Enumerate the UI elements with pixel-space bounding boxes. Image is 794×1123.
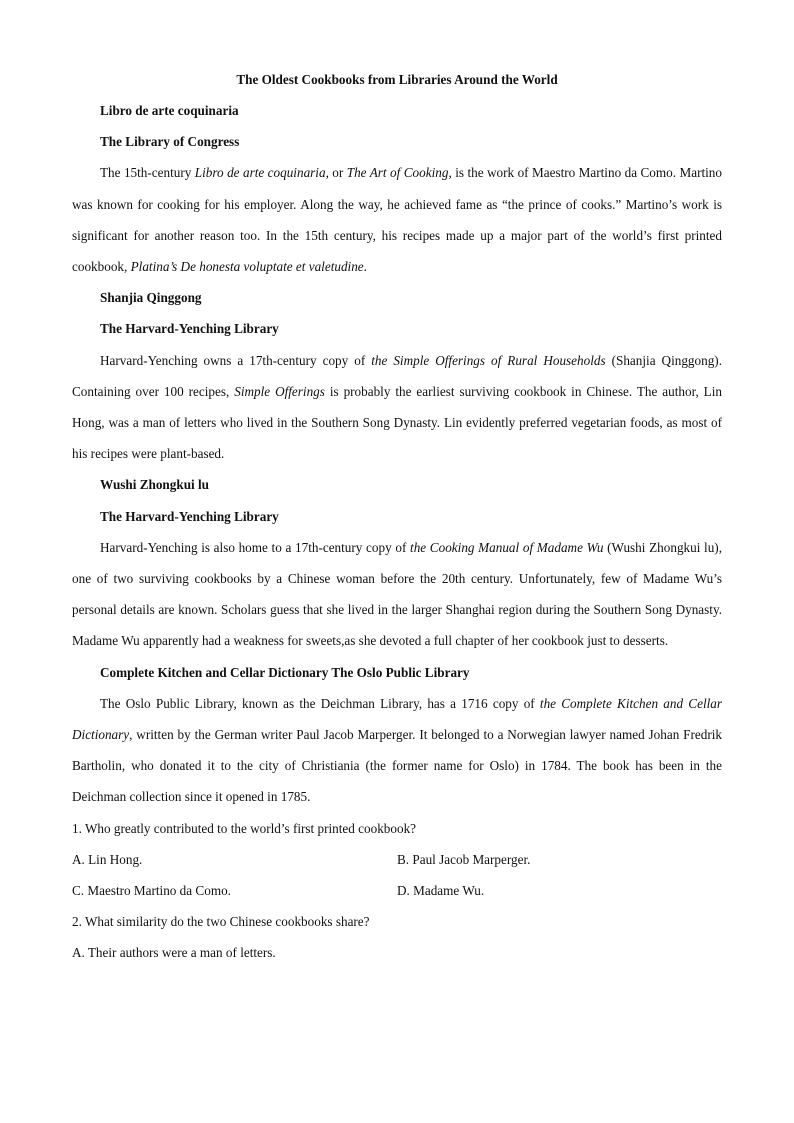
answer-option: A. Lin Hong. — [72, 851, 143, 867]
answer-options-row — [72, 937, 722, 968]
paragraph-text: is the work of Maestro Martino da Como. Martino was known for cooking for his employer. Along the way, he achieved fame as “the prince of cooks.” Martino’s work is significant for another reason too. In the 15th century, his recipes made up a major part of the world’s first printed cookbook, — [72, 165, 722, 275]
paragraph-text: , or — [325, 165, 347, 181]
answer-option: D. Madame Wu. — [397, 883, 485, 899]
paragraph-text: . — [363, 259, 367, 275]
section-paragraph — [72, 532, 722, 657]
library-heading: The Harvard-Yenching Library — [100, 321, 279, 337]
answer-option: C. Maestro Martino da Como. — [72, 883, 231, 899]
answer-options-row — [72, 875, 722, 906]
italic-title-text: The Art of Cooking, — [346, 165, 452, 181]
italic-title-text: the Simple Offerings of Rural Households — [371, 352, 606, 368]
library-heading: The Harvard-Yenching Library — [100, 508, 279, 524]
paragraph-text: (Wushi Zhongkui lu), one of two surviving cookbooks by a Chinese woman before the 20th century. Unfortunately, few of Madame Wu’s personal details are known. Scholars guess that she lived in the larger Shanghai region during the Southern Song Dynasty. Madame Wu apparently had a weakness for sweets,as she devoted a full chapter of her cookbook just to desserts. — [72, 539, 723, 649]
italic-title-text: Libro de arte coquinaria — [194, 165, 326, 181]
section-paragraph — [72, 688, 722, 813]
document-body — [72, 95, 722, 969]
document-title: The Oldest Cookbooks from Libraries Around the World — [236, 72, 558, 87]
section-paragraph — [72, 157, 722, 282]
paragraph-text: The 15th-century — [100, 165, 195, 181]
section-heading: Shanjia Qinggong — [100, 290, 202, 306]
section-heading: Libro de arte coquinaria — [100, 103, 239, 118]
paragraph-text: is probably the earliest surviving cookbook in Chinese. The author, Lin Hong, was a man of letters who lived in the Southern Song Dynasty. Lin evidently preferred vegetarian foods, as most of his recipes were plant-based. — [72, 383, 723, 462]
italic-title-text: the Cooking Manual of Madame Wu — [410, 539, 604, 555]
question-text: 2. What similarity do the two Chinese cookbooks share? — [72, 914, 370, 930]
paragraph-text: Harvard-Yenching is also home to a 17th-century copy of — [100, 539, 411, 555]
paragraph-text: Harvard-Yenching owns a 17th-century copy of — [100, 352, 372, 368]
question-text: 1. Who greatly contributed to the world’s first printed cookbook? — [72, 820, 417, 836]
section-heading: Wushi Zhongkui lu — [100, 477, 209, 493]
answer-option: A. Their authors were a man of letters. — [72, 945, 276, 961]
paragraph-text: , written by the German writer Paul Jacob Marperger. It belonged to a Norwegian lawyer named Johan Fredrik Bartholin, who donated it to the city of Christiania (the former name for Oslo) in 1784. The book has been in the Deichman collection since it opened in 1785. — [72, 727, 722, 805]
answer-option: B. Paul Jacob Marperger. — [397, 851, 531, 867]
library-heading: The Library of Congress — [100, 134, 240, 150]
italic-title-text: Simple Offerings — [234, 383, 325, 399]
section-paragraph — [72, 345, 722, 470]
paragraph-text: The Oslo Public Library, known as the Deichman Library, has a 1716 copy of — [100, 695, 540, 711]
paragraph-text: (Shanjia Qinggong). Containing over 100 recipes, — [72, 352, 722, 399]
italic-title-text: the Complete Kitchen and Cellar Dictionary — [72, 695, 722, 743]
answer-options-row — [72, 844, 722, 875]
italic-title-text: Platina’s De honesta voluptate et valetudine — [130, 259, 364, 275]
section-heading: Complete Kitchen and Cellar Dictionary The Oslo Public Library — [100, 664, 470, 680]
